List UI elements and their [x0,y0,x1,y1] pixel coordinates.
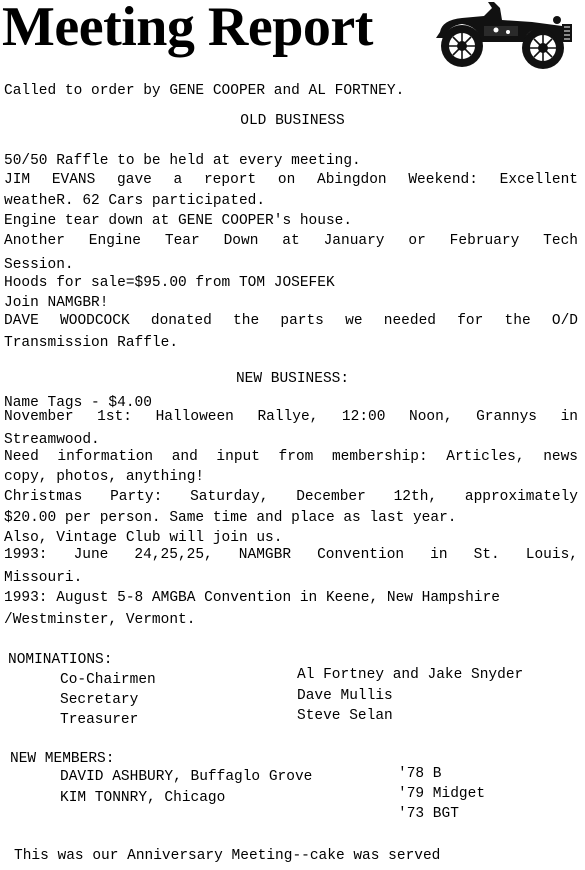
nominations-heading: NOMINATIONS: [8,652,113,668]
old-business-line: Engine tear down at GENE COOPER's house. [4,213,353,229]
new-business-line: Missouri. [4,570,83,586]
old-business-line: JIM EVANS gave a report on Abingdon Weekend: Excellent [4,172,578,188]
new-business-line: $20.00 per person. Same time and place as last year. [4,510,457,526]
nomination-name: Steve Selan [297,708,393,724]
page-title: Meeting Report [2,0,373,58]
old-business-line: Session. [4,257,74,273]
vintage-car-icon [422,2,577,72]
old-business-line: DAVE WOODCOCK donated the parts we needed for the O/D [4,313,578,329]
new-business-heading: NEW BUSINESS: [235,371,350,387]
old-business-line: Join NAMGBR! [4,295,109,311]
new-member-car: '79 Midget [398,786,486,802]
nomination-name: Dave Mullis [297,688,393,704]
new-member-car: '78 B [398,766,442,782]
nomination-role: Co-Chairmen [60,672,156,688]
new-business-line: Also, Vintage Club will join us. [4,530,283,546]
old-business-line: Transmission Raffle. [4,335,179,351]
nomination-name: Al Fortney and Jake Snyder [297,667,524,683]
old-business-line: 50/50 Raffle to be held at every meeting. [4,153,361,169]
called-to-order-text: Called to order by GENE COOPER and AL FORTNEY. [4,83,405,99]
new-business-line: Need information and input from membership: Articles, news [4,449,578,465]
old-business-line: Another Engine Tear Down at January or February Tech [4,233,578,249]
old-business-line: Hoods for sale=$95.00 from TOM JOSEFEK [4,275,335,291]
new-business-line: November 1st: Halloween Rallye, 12:00 Noon, Grannys in [4,409,578,425]
new-business-line: 1993: June 24,25,25, NAMGBR Convention in St. Louis, [4,547,578,563]
new-member-car: '73 BGT [398,806,459,822]
new-business-line: Christmas Party: Saturday, December 12th, approximately [4,489,578,505]
new-business-line: Streamwood. [4,432,100,448]
old-business-line: weatheR. 62 Cars participated. [4,193,266,209]
new-member-name: KIM TONNRY, Chicago [60,790,226,806]
nomination-role: Treasurer [60,712,139,728]
nomination-role: Secretary [60,692,139,708]
new-business-line: /Westminster, Vermont. [4,612,196,628]
new-business-line: 1993: August 5-8 AMGBA Convention in Keene, New Hampshire [4,590,500,606]
new-business-line: copy, photos, anything! [4,469,205,485]
new-business-line: Name Tags - $4.00 [4,395,152,411]
old-business-heading: OLD BUSINESS [240,113,345,129]
new-member-name: DAVID ASHBURY, Buffaglo Grove [60,769,313,785]
closing-note: This was our Anniversary Meeting--cake was served [14,848,441,864]
new-members-heading: NEW MEMBERS: [10,751,115,767]
